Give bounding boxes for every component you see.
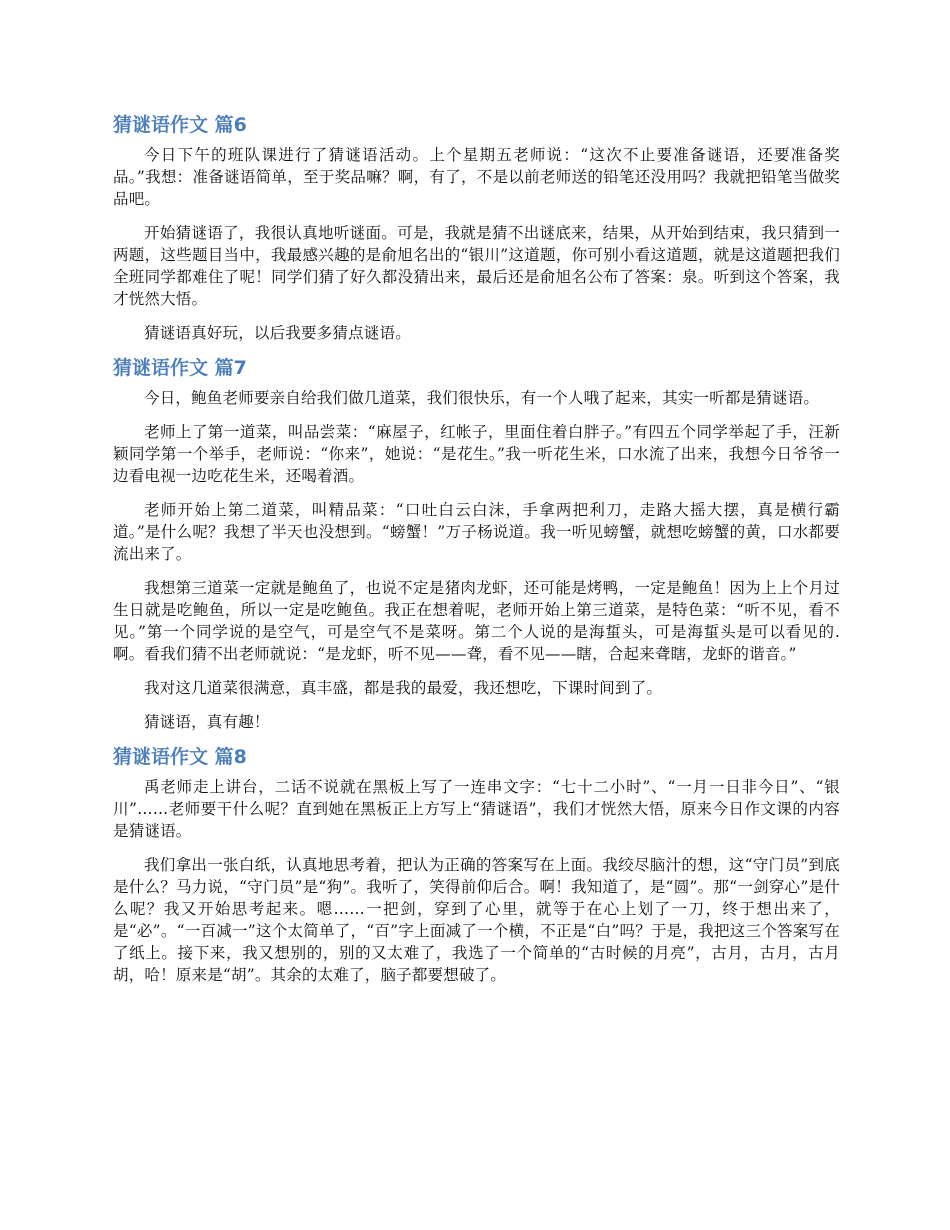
paragraph: 猜谜语真好玩，以后我要多猜点谜语。	[144, 324, 411, 342]
paragraph: 今日下午的班队课进行了猜谜语活动。上个星期五老师说：“这次不止要准备谜语，还要准备奖品。”我想：准备谜语简单，至于奖品嘛？啊，有了，不是以前老师送的铅笔还没用吗？我就把铅笔当做奖品吧。	[113, 146, 840, 208]
paragraph: 老师开始上第二道菜，叫精品菜：“口吐白云白沫，手拿两把利刀，走路大摇大摆，真是横行霸道。”是什么呢？我想了半天也没想到。“螃蟹！”万子杨说道。我一听见螃蟹，就想吃螃蟹的黄，口水都要流出来了。	[113, 501, 840, 563]
section-heading: 猜谜语作文 篇8	[113, 746, 247, 768]
essay-section-7	[113, 355, 840, 733]
paragraph: 我对这几道菜很满意，真丰盛，都是我的最爱，我还想吃，下课时间到了。	[144, 679, 663, 697]
essay-section-6	[113, 112, 840, 344]
paragraph: 今日，鲍鱼老师要亲自给我们做几道菜，我们很快乐，有一个人哦了起来，其实一听都是猜谜语。	[144, 389, 820, 407]
paragraph: 我们拿出一张白纸，认真地思考着，把认为正确的答案写在上面。我绞尽脑汁的想，这“守门员”到底是什么？马力说，“守门员”是“狗”。我听了，笑得前仰后合。啊！我知道了，是“圆”。那“一剑穿心”是什么呢？我又开始思考起来。嗯……一把剑，穿到了心里，就等于在心上划了一刀，终于想出来了，是“必”。“一百减一”这个太简单了，“百”字上面减了一个横，不正是“白”吗？于是，我把这三个答案写在了纸上。接下来，我又想别的，别的又太难了，我选了一个简单的“古时候的月亮”，古月，古月，古月胡，哈！原来是“胡”。其余的太难了，脑子都要想破了。	[113, 856, 840, 984]
essay-section-8	[113, 744, 840, 986]
document-page	[113, 112, 840, 986]
paragraph: 老师上了第一道菜，叫品尝菜：“麻屋子，红帐子，里面住着白胖子。”有四五个同学举起了手，汪新颖同学第一个举手，老师说：“你来”，她说：“是花生。”我一听花生米，口水流了出来，我想今日爷爷一边看电视一边吃花生米，还喝着酒。	[113, 423, 840, 485]
section-heading: 猜谜语作文 篇7	[113, 357, 247, 379]
paragraph: 禹老师走上讲台，二话不说就在黑板上写了一连串文字：“七十二小时”、“一月一日非今日”、“银川”……老师要干什么呢？直到她在黑板正上方写上“猜谜语”，我们才恍然大悟，原来今日作文课的内容是猜谜语。	[113, 778, 840, 840]
paragraph: 我想第三道菜一定就是鲍鱼了，也说不定是猪肉龙虾，还可能是烤鸭，一定是鲍鱼！因为上上个月过生日就是吃鲍鱼，所以一定是吃鲍鱼。我正在想着呢，老师开始上第三道菜，是特色菜：“听不见，看不见。”第一个同学说的是空气，可是空气不是菜呀。第二个人说的是海蜇头，可是海蜇头是可以看见的.啊。看我们猜不出老师就说：“是龙虾，听不见——聋，看不见——瞎，合起来聋瞎，龙虾的谐音。”	[113, 579, 840, 663]
section-heading: 猜谜语作文 篇6	[113, 114, 247, 136]
paragraph: 开始猜谜语了，我很认真地听谜面。可是，我就是猜不出谜底来，结果，从开始到结束，我只猜到一两题，这些题目当中，我最感兴趣的是俞旭名出的“银川”这道题，你可别小看这道题，就是这道题把我们全班同学都难住了呢！同学们猜了好久都没猜出来，最后还是俞旭名公布了答案：泉。听到这个答案，我才恍然大悟。	[113, 224, 840, 308]
paragraph: 猜谜语，真有趣！	[144, 713, 270, 731]
